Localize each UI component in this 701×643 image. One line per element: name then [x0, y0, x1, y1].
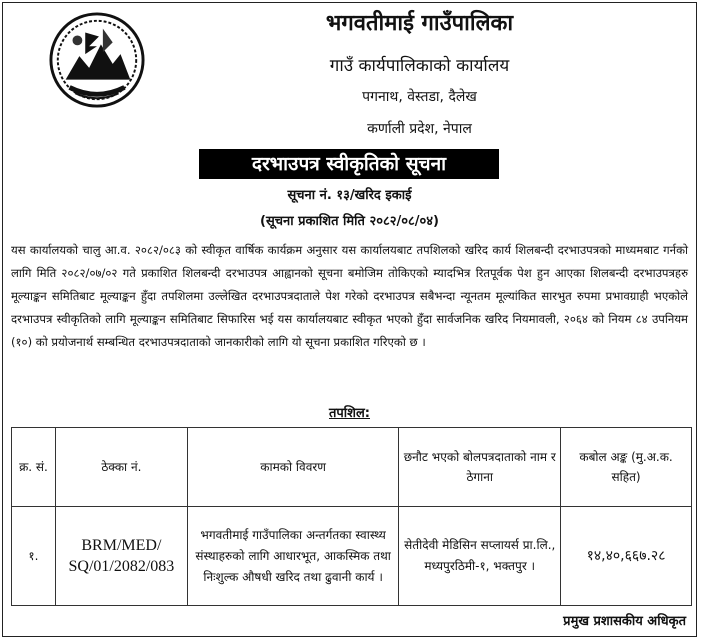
notice-page: [2, 2, 697, 637]
province-line: कर्णाली प्रदेश, नेपाल: [367, 121, 472, 137]
col-amount: कबोल अङ्क (मु.अ.क. सहित): [561, 428, 692, 507]
tender-table: [11, 427, 692, 606]
cell-bidder: सेतीदेवी मेडिसिन सप्लायर्स प्रा.लि., मध्यपुरठिमी-१, भक्तपुर ।: [399, 507, 561, 606]
cell-contract-no: BRM/MED/ SQ/01/2082/083: [55, 507, 187, 606]
cell-description: भगवतीमाई गाउँपालिका अन्तर्गतका स्वास्थ्य संस्थाहरुको लागि आधारभूत, आकस्मिक तथा निःशुल्क औषधी खरिद तथा ढुवानी कार्य ।: [187, 507, 399, 606]
cell-sn: १.: [12, 507, 56, 606]
col-description: कामको विवरण: [187, 428, 399, 507]
publish-date: (सूचना प्रकाशित मिति २०८२/०८/०४): [260, 214, 439, 229]
cell-amount: १४,४०,६६७.२८: [561, 507, 692, 606]
table-row: [12, 507, 692, 606]
notice-number: सूचना नं. १३/खरिद इकाई: [287, 188, 412, 203]
col-sn: क्र. सं.: [12, 428, 56, 507]
office-name: गाउँ कार्यपालिकाको कार्यालय: [329, 56, 510, 76]
table-header-row: [12, 428, 692, 507]
col-bidder: छनौट भएको बोलपत्रदाताको नाम र ठेगाना: [399, 428, 561, 507]
notice-body: यस कार्यालयको चालु आ.व. २०८२/०८३ को स्वीकृत वार्षिक कार्यक्रम अनुसार यस कार्यालयबाट तपशिलको खरिद कार्य शिलबन्दी दरभाउपत्रको माध्यमबाट गर्नको लागि मिति २०८२/०७/०२ गते प्रकाशित शिलबन्दी दरभाउपत्र आह्वानको सूचना बमोजिम तोकिएको म्यादभित्र रितपूर्वक पेश हुन आएका शिलबन्दी दरभाउपत्रहरु मूल्याङ्कन समितिबाट मूल्याङ्कन हुँदा तपशिलमा उल्लेखित दरभाउपत्रदाताले पेश गरेको दरभाउपत्र सबैभन्दा न्यूनतम मूल्यांकित सारभुत रुपमा प्रभावग्राही भएकोले दरभाउपत्र स्वीकृतिको लागि मूल्याङ्कन समितिबाट सिफारिस भई यस कार्यालयबाट स्वीकृत भएको हुँदा सार्वजनिक खरिद नियमावली, २०६४ को नियम ८४ उपनियम (१०) को प्रयोजनार्थ सम्बन्धित दरभाउपत्रदाताको जानकारीको लागि यो सूचना प्रकाशित गरिएको छ ।: [11, 243, 688, 349]
office-address: पगनाथ, वेस्तडा, दैलेख: [362, 89, 477, 105]
signatory: प्रमुख प्रशासकीय अधिकृत: [563, 614, 686, 629]
col-contract-no: ठेक्का नं.: [55, 428, 187, 507]
schedule-title: तपशिल:: [328, 406, 370, 421]
notice-title: दरभाउपत्र स्वीकृतिको सूचना: [199, 149, 499, 179]
nepal-emblem-icon: [48, 11, 146, 109]
municipality-name: भगवतीमाई गाउँपालिका: [325, 11, 514, 36]
